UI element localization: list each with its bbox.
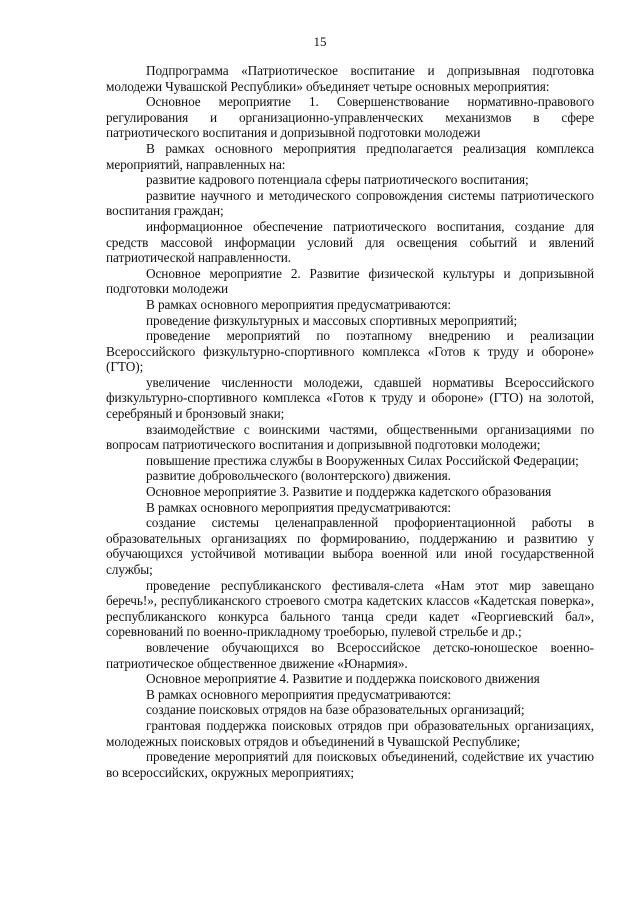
paragraph-measure-1-scope: В рамках основного мероприятия предполагается реализация комплекса мероприятий, направленных на: <box>106 140 594 172</box>
list-item: создание поисковых отрядов на базе образовательных организаций; <box>146 702 525 718</box>
list-item: увеличение численности молодежи, сдавшей нормативы Всероссийского физкультурно-спортивного комплекса «Готов к труду и обороне» (ГТО) на золотой, серебряный и бронзовый знаки; <box>106 374 594 422</box>
paragraph-measure-2-scope: В рамках основного мероприятия предусматриваются: <box>146 296 452 312</box>
list-item: грантовая поддержка поисковых отрядов при образовательных организациях, молодежных поисковых отрядов и объединений в Чувашской Республике; <box>106 717 594 749</box>
list-item: развитие научного и методического сопровождения системы патриотического воспитания граждан; <box>106 187 594 219</box>
paragraph-measure-3-scope: В рамках основного мероприятия предусматриваются: <box>146 499 452 515</box>
list-item: проведение мероприятий по поэтапному внедрению и реализации Всероссийского физкультурно-спортивного комплекса «Готов к труду и обороне» (ГТО); <box>106 328 594 375</box>
list-item: проведение республиканского фестиваля-слета «Нам этот мир завещано беречь!», республиканского строевого смотра кадетских классов «Кадетская поверка», республиканского конкурса бального танца среди кадет «Георгиевский бал», соревнований по военно-прикладному троеборью, пулевой стрельбе и др.; <box>106 577 594 640</box>
paragraph-measure-3-title: Основное мероприятие 3. Развитие и поддержка кадетского образования <box>146 484 552 500</box>
document-body <box>106 63 594 780</box>
paragraph-measure-2-title: Основное мероприятие 2. Развитие физической культуры и допризывной подготовки молодежи <box>106 265 594 297</box>
paragraph-measure-4-scope: В рамках основного мероприятия предусматриваются: <box>146 686 452 702</box>
list-item: проведение мероприятий для поисковых объединений, содействие их участию во всероссийских, окружных мероприятиях; <box>106 749 594 780</box>
list-item: создание системы целенаправленной профориентационной работы в образовательных организациях по формированию, поддержанию и развитию у обучающихся устойчивой мотивации выбора военной или иной государственной службы; <box>106 515 594 577</box>
list-item: взаимодействие с воинскими частями, общественными организациями по вопросам патриотического воспитания и допризывной подготовки молодежи; <box>106 421 594 453</box>
list-item: проведение физкультурных и массовых спортивных мероприятий; <box>146 312 518 328</box>
page-number: 15 <box>313 34 327 49</box>
paragraph-intro: Подпрограмма «Патриотическое воспитание и допризывная подготовка молодежи Чувашской Республики» объединяет четыре основных мероприятия: <box>106 63 594 94</box>
paragraph-measure-4-title: Основное мероприятие 4. Развитие и поддержка поискового движения <box>146 671 540 687</box>
list-item: развитие кадрового потенциала сферы патриотического воспитания; <box>146 172 529 188</box>
list-item: вовлечение обучающихся во Всероссийское детско-юношеское военно-патриотическое общественное движение «Юнармия». <box>106 639 594 671</box>
paragraph-measure-1-title: Основное мероприятие 1. Совершенствование нормативно-правового регулирования и организационно-управленческих механизмов в сфере патриотического воспитания и допризывной подготовки молодежи <box>106 94 594 141</box>
list-item: развитие добровольческого (волонтерского) движения. <box>146 468 451 484</box>
list-item: повышение престижа службы в Вооруженных Силах Российской Федерации; <box>146 452 579 468</box>
list-item: информационное обеспечение патриотического воспитания, создание для средств массовой информации условий для освещения событий и явлений патриотической направленности. <box>106 218 594 266</box>
